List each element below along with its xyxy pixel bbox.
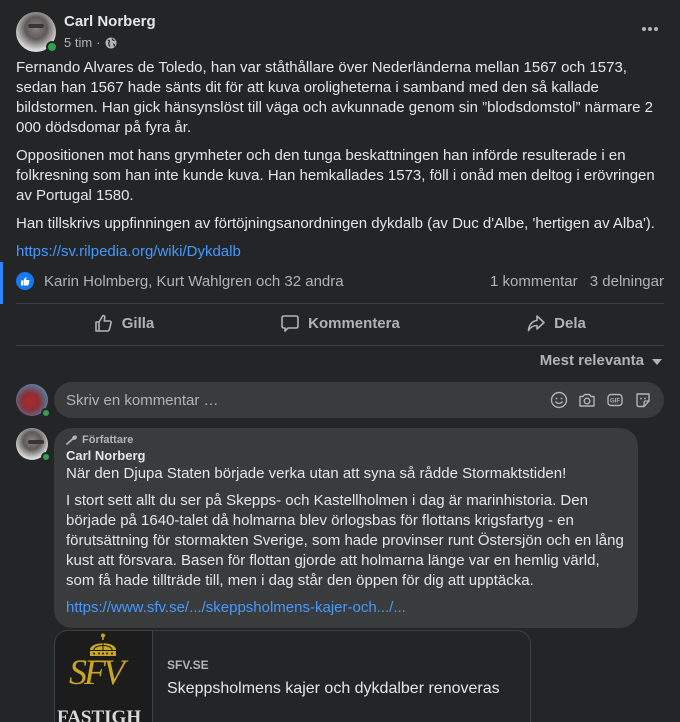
engagement-counts [482, 273, 664, 290]
emoji-icon[interactable] [550, 391, 568, 409]
reactions-summary[interactable] [16, 272, 344, 290]
sfv-logo-text: SFV [69, 652, 122, 692]
svg-text:GIF: GIF [610, 398, 620, 405]
sticker-icon[interactable] [634, 391, 652, 409]
preview-text [153, 631, 500, 722]
like-icon [16, 272, 34, 290]
commenter-avatar[interactable] [16, 428, 48, 460]
divider [16, 345, 664, 346]
divider [16, 303, 664, 304]
globe-icon [105, 37, 117, 49]
composer-icons [550, 391, 652, 409]
more-dot [648, 27, 652, 31]
like-button[interactable] [16, 305, 232, 341]
preview-domain: SFV.SE [167, 658, 209, 672]
logo-caption: FASTIGH [57, 707, 142, 722]
author-badge [66, 434, 626, 446]
share-count[interactable]: 3 delningar [589, 272, 664, 290]
comment [16, 428, 664, 628]
author-badge-label: Författare [82, 434, 134, 446]
comment-link[interactable]: https://www.sfv.se/.../skeppsholmens-kajer-och.../... [66, 599, 406, 616]
share-icon [526, 313, 546, 333]
post-actions [16, 305, 664, 341]
caret-down-icon [652, 359, 662, 365]
link-preview-card[interactable] [54, 630, 531, 722]
share-label: Dela [554, 314, 586, 332]
comment-button[interactable] [232, 305, 448, 341]
post-paragraph: Han tillskrivs uppfinningen av förtöjningsanordningen dykdalb (av Duc d'Albe, 'hertigen av Alba'). [16, 215, 655, 232]
post-link[interactable]: https://sv.rilpedia.org/wiki/Dykdalb [16, 243, 241, 260]
online-status-dot [41, 408, 51, 418]
post-paragraph: Fernando Alvares de Toledo, han var ståthållare över Nederländerna mellan 1567 och 1573, sedan han 1567 hade sänts dit för att kuva oroligheterna i samband med den så kallade bildstormen. Han gick hänsynslöst till väga och avkunnade genom sin ”blodsdomstol” närmare 2 000 dödsdomar på fyra år. [16, 59, 653, 136]
reactions-names[interactable]: Karin Holmberg, Kurt Wahlgren och 32 andra [44, 272, 344, 290]
comment-input[interactable] [66, 392, 550, 409]
sort-label: Mest relevanta [539, 352, 644, 369]
comment-author-name[interactable]: Carl Norberg [66, 448, 146, 463]
gif-icon[interactable] [606, 391, 624, 409]
post-author-name[interactable]: Carl Norberg [64, 13, 156, 30]
comment-first-line: När den Djupa Staten började verka utan att syna så rådde Stormaktstiden! [66, 465, 567, 482]
share-button[interactable] [448, 305, 664, 341]
comment-sort-dropdown[interactable] [540, 352, 662, 369]
post-timestamp[interactable]: 5 tim [64, 35, 93, 50]
focus-accent-bar [0, 262, 3, 304]
camera-icon[interactable] [578, 391, 596, 409]
preview-thumbnail [55, 631, 153, 722]
more-horizontal-icon [642, 27, 646, 31]
post-body [16, 58, 664, 262]
current-user-avatar[interactable] [16, 384, 48, 416]
preview-title[interactable]: Skeppsholmens kajer och dykdalber renoveras [167, 680, 500, 697]
comment-text [66, 464, 626, 618]
post-header-text [64, 13, 156, 51]
comment-input-box[interactable] [54, 382, 664, 418]
comment-paragraph: I stort sett allt du ser på Skepps- och Kastellholmen i dag är marinhistoria. Den började på 1640-talet då holmarna blev örlogsbas för flottans krigsfartyg - en förutsättning för stormakten Sverige, som hade provinser runt Östersjön och en lång kust att försvara. Basen för flottan gjorde att holmarna länge var en hemlig värld, som få hade tillträde till, men i dag står den öppen för dig att upptäcka. [66, 492, 624, 589]
comment-label: Kommentera [308, 314, 400, 332]
comment-icon [280, 313, 300, 333]
meta-separator: · [96, 35, 101, 50]
online-status-dot [46, 41, 58, 53]
post-header [16, 12, 156, 52]
reactions-row [16, 270, 664, 292]
author-avatar[interactable] [16, 12, 56, 52]
post-paragraph: Oppositionen mot hans grymheter och den tunga beskattningen han införde resulterade i en folkresning som han inte kunde kuva. Han hemkallades 1573, föll i onåd men deltog i erövringen av Portugal 1580. [16, 147, 655, 204]
more-options-button[interactable] [636, 18, 664, 40]
comment-composer [16, 382, 664, 418]
online-status-dot [41, 452, 51, 462]
thumbs-up-icon [94, 313, 114, 333]
post-meta [64, 35, 156, 51]
like-label: Gilla [121, 314, 155, 332]
comment-bubble [54, 428, 638, 628]
comment-count[interactable]: 1 kommentar [490, 272, 578, 290]
more-dot [654, 27, 658, 31]
microphone-icon [66, 435, 78, 445]
